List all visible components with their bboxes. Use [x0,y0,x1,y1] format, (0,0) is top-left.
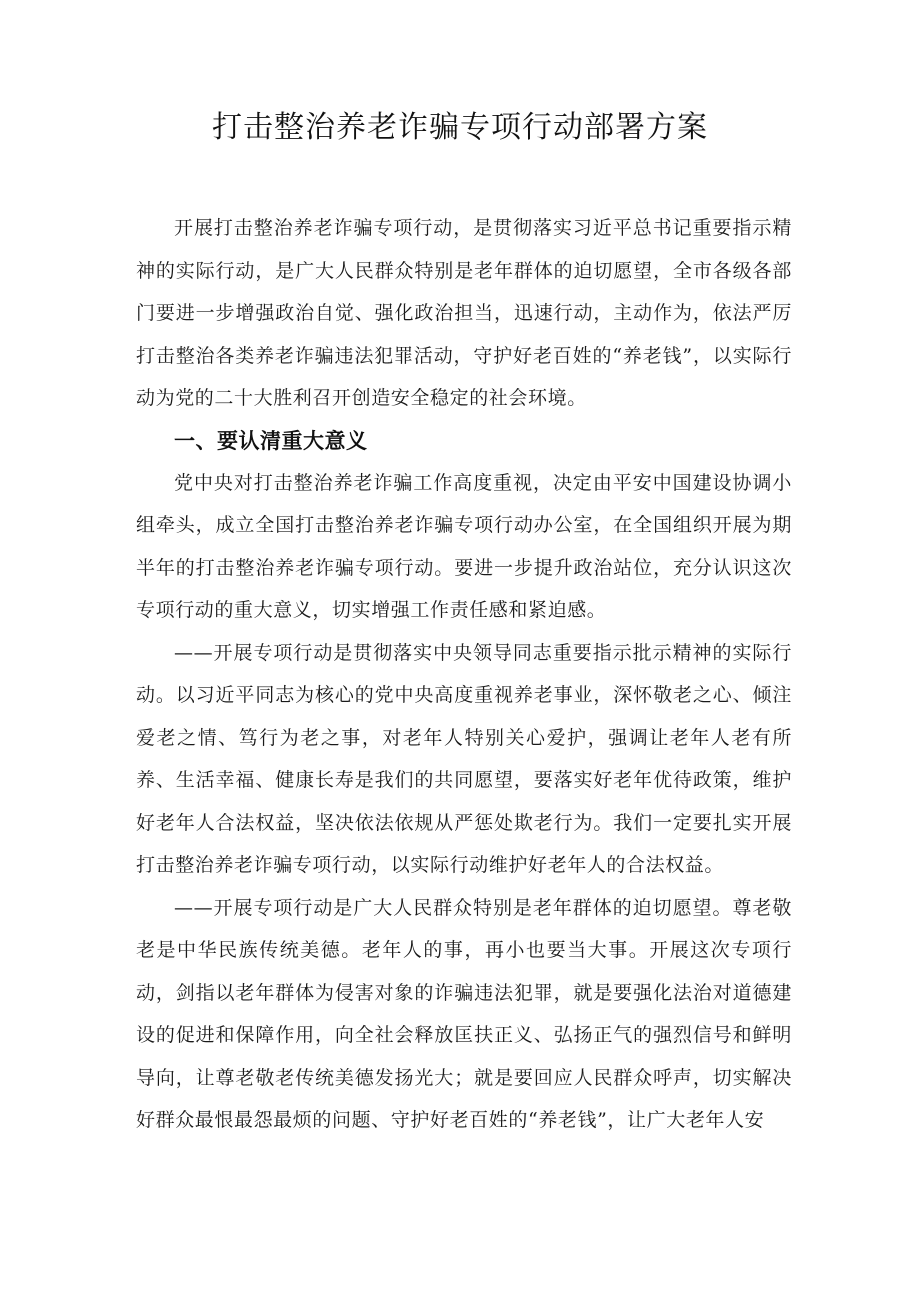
intro-paragraph: 开展打击整治养老诈骗专项行动，是贯彻落实习近平总书记重要指示精神的实际行动，是广大人民群众特别是老年群体的迫切愿望，全市各级各部门要进一步增强政治自觉、强化政治担当，迅速行动，主动作为，依法严厉打击整治各类养老诈骗违法犯罪活动，守护好老百姓的“养老钱”，以实际行动为党的二十大胜利召开创造安全稳定的社会环境。 [136,217,792,409]
section1-paragraph-2: ——开展专项行动是贯彻落实中央领导同志重要指示批示精神的实际行动。以习近平同志为核心的党中央高度重视养老事业，深怀敬老之心、倾注爱老之情、笃行为老之事，对老年人特别关心爱护，强调让老年人老有所养、生活幸福、健康长寿是我们的共同愿望，要落实好老年优待政策，维护好老年人合法权益，坚决依法依规从严惩处欺老行为。我们一定要扎实开展打击整治养老诈骗专项行动，以实际行动维护好老年人的合法权益。 [136,641,792,876]
section1-paragraph-3: ——开展专项行动是广大人民群众特别是老年群体的迫切愿望。尊老敬老是中华民族传统美德。老年人的事，再小也要当大事。开展这次专项行动，剑指以老年群体为侵害对象的诈骗违法犯罪，就是要强化法治对道德建设的促进和保障作用，向全社会释放匡扶正义、弘扬正气的强烈信号和鲜明导向，让尊老敬老传统美德发扬光大；就是要回应人民群众呼声，切实解决好群众最恨最怨最烦的问题、守护好老百姓的“养老钱”，让广大老年人安 [136,896,792,1131]
document-body [136,207,792,1142]
document-title: 打击整治养老诈骗专项行动部署方案 [212,110,708,145]
section-heading-1: 一、要认清重大意义 [174,428,368,453]
section1-paragraph-1: 党中央对打击整治养老诈骗工作高度重视，决定由平安中国建设协调小组牵头，成立全国打击整治养老诈骗专项行动办公室，在全国组织开展为期半年的打击整治养老诈骗专项行动。要进一步提升政治站位，充分认识这次专项行动的重大意义，切实增强工作责任感和紧迫感。 [136,471,792,621]
